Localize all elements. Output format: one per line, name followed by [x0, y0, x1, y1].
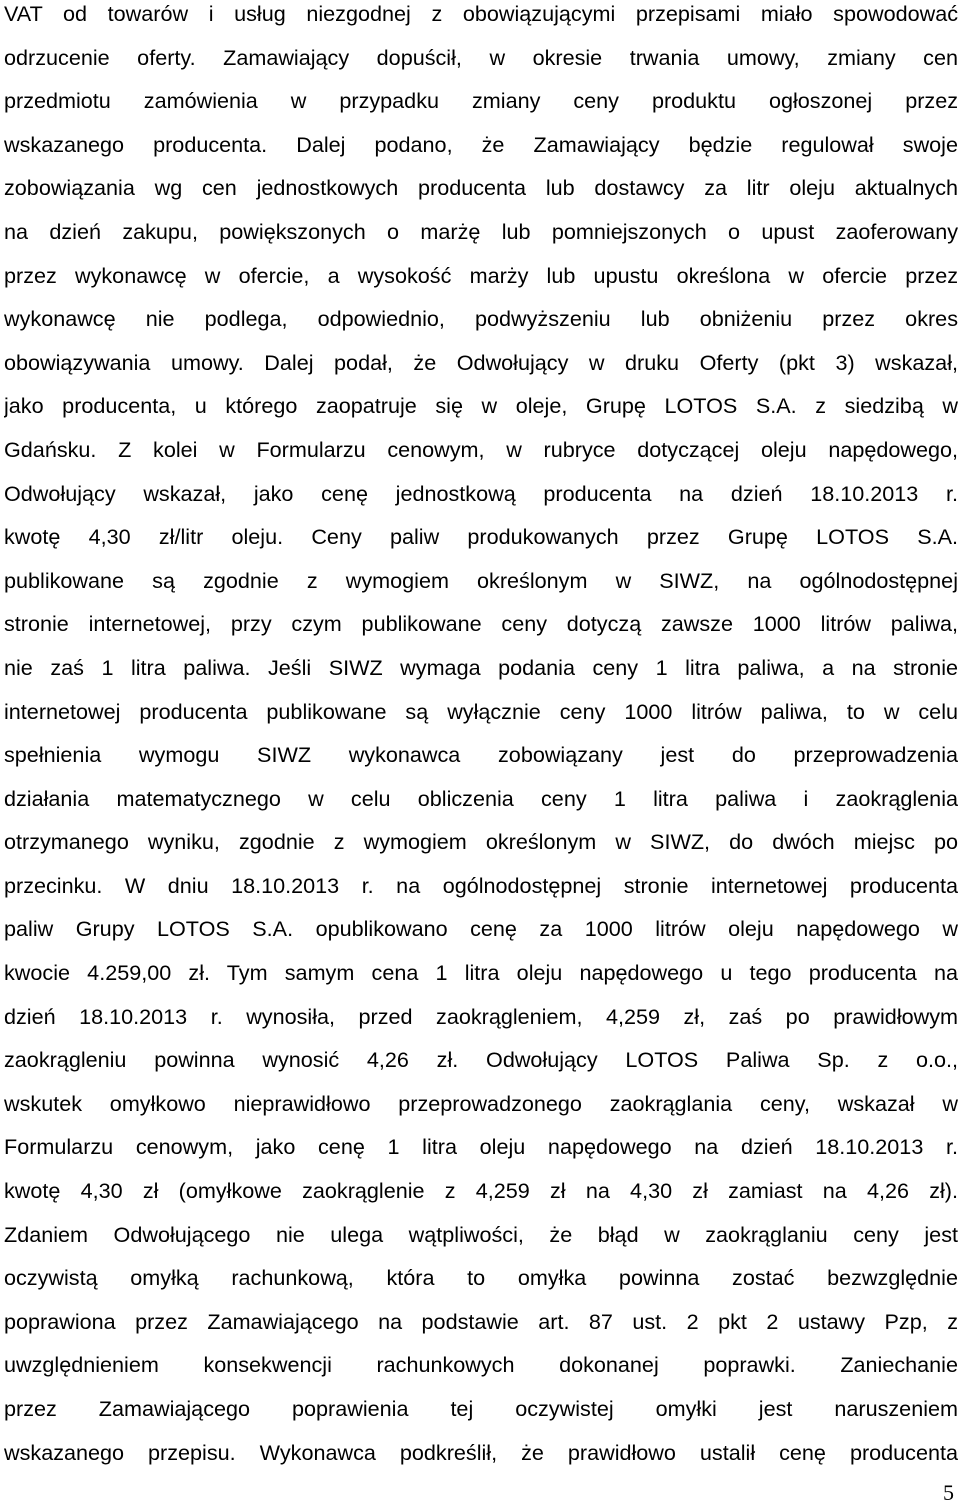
- text-line: spełnienia wymogu SIWZ wykonawca zobowiązany jest do przeprowadzenia: [4, 742, 958, 768]
- text-line: wskazanego producenta. Dalej podano, że Zamawiający będzie regulował swoje: [4, 131, 958, 157]
- text-line: przedmiotu zamówienia w przypadku zmiany ceny produktu ogłoszonej przez: [4, 88, 958, 114]
- text-line: otrzymanego wyniku, zgodnie z wymogiem określonym w SIWZ, do dwóch miejsc po: [4, 829, 958, 855]
- text-line: Zdaniem Odwołującego nie ulega wątpliwości, że błąd w zaokrąglaniu ceny jest: [4, 1221, 958, 1247]
- text-line: kwotę 4,30 zł (omyłkowe zaokrąglenie z 4,259 zł na 4,30 zł zamiast na 4,26 zł).: [4, 1178, 958, 1204]
- text-line: nie zaś 1 litra paliwa. Jeśli SIWZ wymaga podania ceny 1 litra paliwa, a na stronie: [4, 654, 958, 680]
- text-line: Gdańsku. Z kolei w Formularzu cenowym, w rubryce dotyczącej oleju napędowego,: [4, 436, 958, 462]
- body-text: [4, 0, 958, 1474]
- text-line: oczywistą omyłką rachunkową, która to omyłka powinna zostać bezwzględnie: [4, 1265, 958, 1291]
- text-line: internetowej producenta publikowane są wyłącznie ceny 1000 litrów paliwa, to w celu: [4, 698, 958, 724]
- text-line: kwotę 4,30 zł/litr oleju. Ceny paliw produkowanych przez Grupę LOTOS S.A.: [4, 524, 958, 550]
- text-line: przez Zamawiającego poprawienia tej oczywistej omyłki jest naruszeniem: [4, 1396, 958, 1421]
- text-line: Formularzu cenowym, jako cenę 1 litra oleju napędowego na dzień 18.10.2013 r.: [4, 1134, 958, 1160]
- page-number: 5: [943, 1480, 954, 1505]
- text-line: przecinku. W dniu 18.10.2013 r. na ogólnodostępnej stronie internetowej producenta: [4, 872, 958, 898]
- text-line: paliw Grupy LOTOS S.A. opublikowano cenę za 1000 litrów oleju napędowego w: [4, 916, 958, 942]
- text-line: odrzucenie oferty. Zamawiający dopuścił, w okresie trwania umowy, zmiany cen: [4, 44, 958, 70]
- text-line: wskutek omyłkowo nieprawidłowo przeprowadzonego zaokrąglania ceny, wskazał w: [4, 1090, 958, 1116]
- text-line: zaokrągleniu powinna wynosić 4,26 zł. Odwołujący LOTOS Paliwa Sp. z o.o.,: [4, 1047, 958, 1073]
- text-line: wykonawcę nie podlega, odpowiednio, podwyższeniu lub obniżeniu przez okres: [4, 306, 958, 332]
- text-line: obowiązywania umowy. Dalej podał, że Odwołujący w druku Oferty (pkt 3) wskazał,: [4, 349, 958, 375]
- text-line: wskazanego przepisu. Wykonawca podkreślił, że prawidłowo ustalił cenę producenta: [4, 1439, 958, 1465]
- text-line: przez wykonawcę w ofercie, a wysokość marży lub upustu określona w ofercie przez: [4, 262, 958, 288]
- text-line: zobowiązania wg cen jednostkowych producenta lub dostawcy za litr oleju aktualnych: [4, 175, 958, 201]
- text-line: publikowane są zgodnie z wymogiem określonym w SIWZ, na ogólnodostępnej: [4, 567, 958, 593]
- text-line: uwzględnieniem konsekwencji rachunkowych dokonanej poprawki. Zaniechanie: [4, 1352, 958, 1378]
- text-line: działania matematycznego w celu obliczenia ceny 1 litra paliwa i zaokrąglenia: [4, 785, 958, 811]
- text-line: dzień 18.10.2013 r. wynosiła, przed zaokrągleniem, 4,259 zł, zaś po prawidłowym: [4, 1003, 958, 1029]
- text-line: poprawiona przez Zamawiającego na podstawie art. 87 ust. 2 pkt 2 ustawy Pzp, z: [4, 1308, 958, 1334]
- text-line: stronie internetowej, przy czym publikowane ceny dotyczą zawsze 1000 litrów paliwa,: [4, 611, 958, 637]
- text-line: kwocie 4.259,00 zł. Tym samym cena 1 litra oleju napędowego u tego producenta na: [4, 960, 958, 986]
- text-line: VAT od towarów i usług niezgodnej z obowiązującymi przepisami miało spowodować: [4, 1, 958, 26]
- text-line: Odwołujący wskazał, jako cenę jednostkową producenta na dzień 18.10.2013 r.: [4, 480, 958, 506]
- text-line: jako producenta, u którego zaopatruje się w oleje, Grupę LOTOS S.A. z siedzibą w: [4, 393, 958, 419]
- text-line: na dzień zakupu, powiększonych o marżę lub pomniejszonych o upust zaoferowany: [4, 218, 958, 244]
